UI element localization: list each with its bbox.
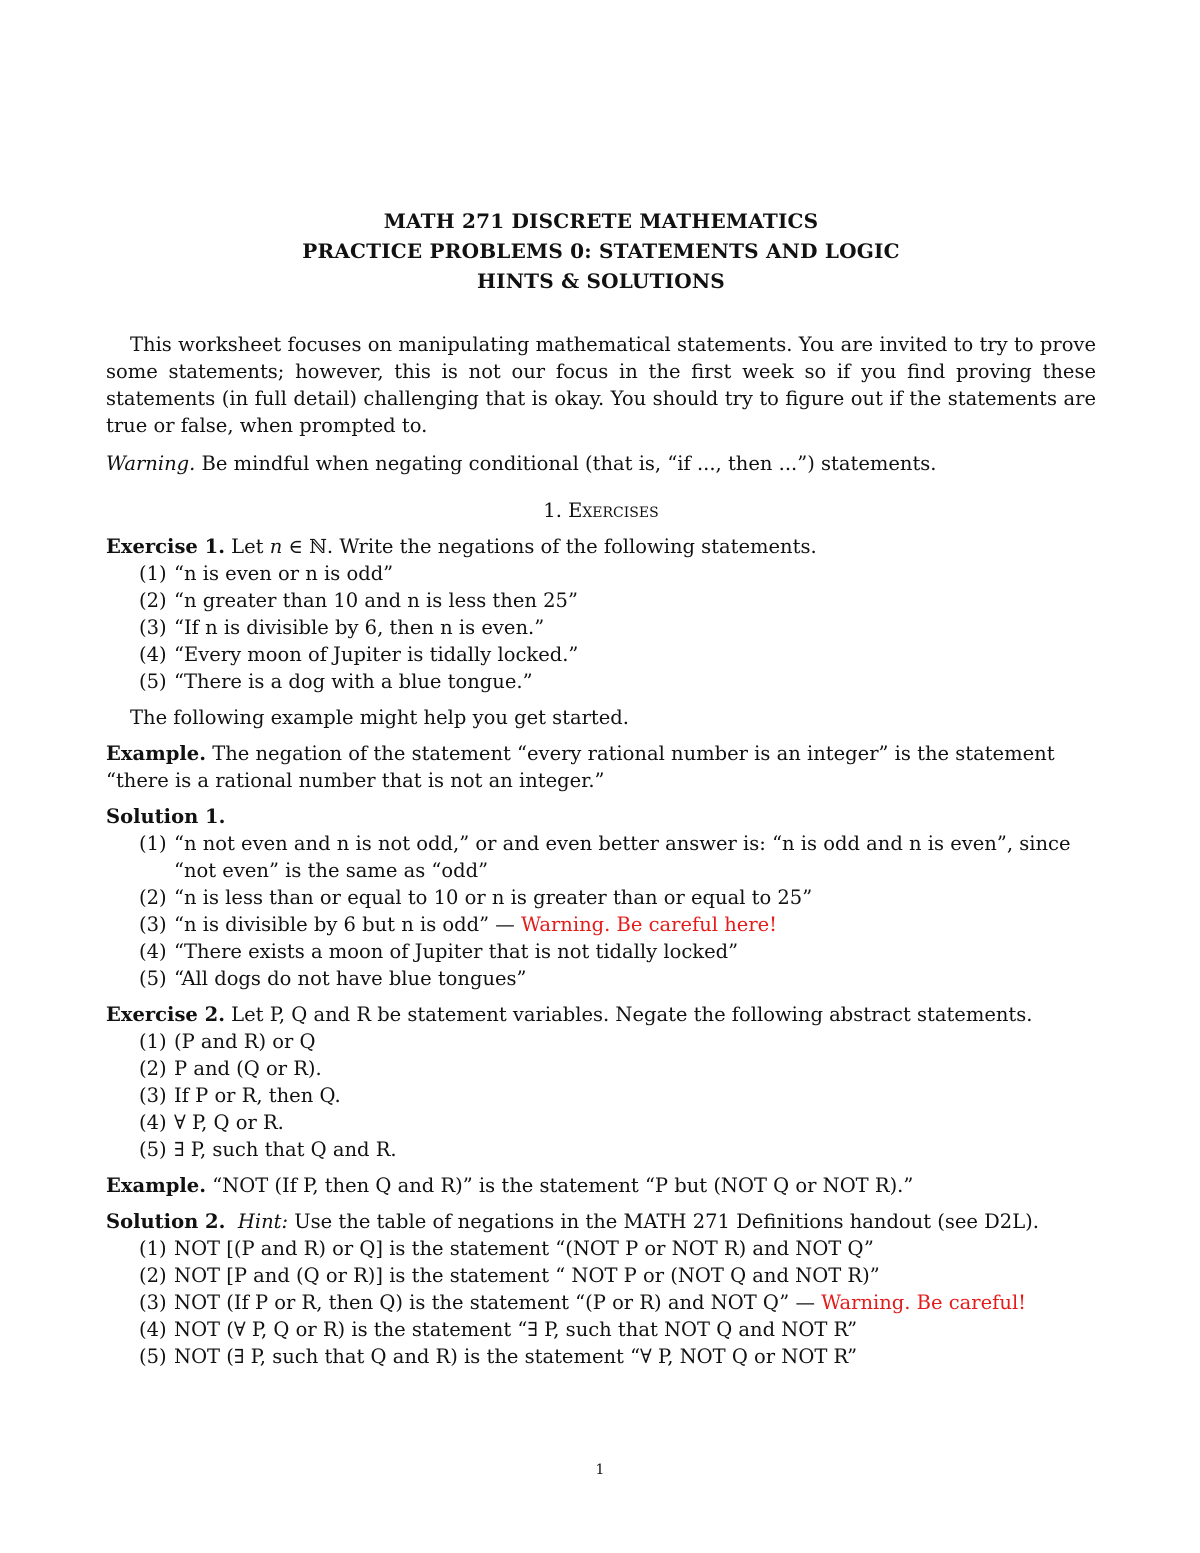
item-number: (3) xyxy=(139,1084,167,1107)
list-item xyxy=(106,1235,1096,1262)
exercise-1-list xyxy=(106,560,1096,695)
exercise-1-statement xyxy=(106,533,1096,560)
solution-1-label: Solution 1. xyxy=(106,805,226,828)
list-item xyxy=(106,830,1096,884)
solution-2 xyxy=(106,1208,1096,1370)
item-number: (2) xyxy=(139,886,167,909)
list-item xyxy=(106,1136,1096,1163)
list-item xyxy=(106,1028,1096,1055)
list-item xyxy=(106,884,1096,911)
list-item xyxy=(106,1289,1096,1316)
list-item xyxy=(106,911,1096,938)
warning-text: Be mindful when negating conditional (that is, “if ..., then ...”) statements. xyxy=(195,452,937,475)
warning-paragraph xyxy=(106,450,1096,477)
item-text: ∃ P, such that Q and R. xyxy=(174,1138,397,1161)
section-title: Exercises xyxy=(568,499,659,522)
solution-1-list xyxy=(106,830,1096,992)
exercise-1 xyxy=(106,533,1096,695)
page-content xyxy=(106,206,1096,1370)
warning-label: Warning. xyxy=(106,452,196,475)
list-item xyxy=(106,1343,1096,1370)
item-text: “n is less than or equal to 10 or n is greater than or equal to 25” xyxy=(174,886,813,909)
item-text: P and (Q or R). xyxy=(174,1057,322,1080)
item-number: (1) xyxy=(139,1237,167,1260)
document-title xyxy=(106,206,1096,296)
item-text: “There exists a moon of Jupiter that is not tidally locked” xyxy=(174,940,739,963)
item-text: “n is even or n is odd” xyxy=(174,562,394,585)
item-number: (1) xyxy=(139,562,167,585)
exercise-2-text: Let P, Q and R be statement variables. Negate the following abstract statements. xyxy=(224,1003,1033,1026)
list-item xyxy=(106,1262,1096,1289)
list-item xyxy=(106,1109,1096,1136)
item-text: NOT [P and (Q or R)] is the statement “ NOT P or (NOT Q and NOT R)” xyxy=(174,1264,880,1287)
list-item xyxy=(106,668,1096,695)
item-number: (3) xyxy=(139,616,167,639)
item-text: “Every moon of Jupiter is tidally locked.” xyxy=(174,643,579,666)
section-number: 1. xyxy=(543,499,562,522)
exercise-2-label: Exercise 2. xyxy=(106,1003,225,1026)
item-text: “n is divisible by 6 but n is odd” — xyxy=(174,913,521,936)
exercise-1-label: Exercise 1. xyxy=(106,535,225,558)
exercise-1-set: ∈ ℕ. xyxy=(282,535,334,558)
example-1 xyxy=(106,740,1096,794)
title-line-2: PRACTICE PROBLEMS 0: STATEMENTS AND LOGIC xyxy=(302,239,900,263)
example-2 xyxy=(106,1172,1096,1199)
example-1-label: Example. xyxy=(106,742,206,765)
list-item xyxy=(106,560,1096,587)
item-number: (2) xyxy=(139,1057,167,1080)
follow-paragraph: The following example might help you get started. xyxy=(130,706,629,729)
list-item xyxy=(106,641,1096,668)
solution-2-label: Solution 2. xyxy=(106,1210,226,1233)
exercise-2 xyxy=(106,1001,1096,1163)
item-number: (1) xyxy=(139,1030,167,1053)
list-item xyxy=(106,1082,1096,1109)
item-number: (3) xyxy=(139,1291,167,1314)
item-text: “n not even and n is not odd,” or and even better answer is: “n is odd and n is even”, since “not even” is the same as “odd” xyxy=(174,832,1071,882)
item-number: (5) xyxy=(139,670,167,693)
list-item xyxy=(106,965,1096,992)
page-number: 1 xyxy=(595,1462,605,1478)
item-number: (2) xyxy=(139,1264,167,1287)
intro-paragraph: This worksheet focuses on manipulating mathematical statements. You are invited to try to prove some statements; however, this is not our focus in the first week so if you find proving these statements (in full detail) challenging that is okay. You should try to figure out if the statements are true or false, when prompted to. xyxy=(106,333,1096,437)
item-number: (4) xyxy=(139,643,167,666)
item-text: (P and R) or Q xyxy=(174,1030,316,1053)
item-number: (1) xyxy=(139,832,167,855)
solution-1 xyxy=(106,803,1096,992)
item-number: (5) xyxy=(139,1345,167,1368)
item-text: “n greater than 10 and n is less then 25” xyxy=(174,589,578,612)
item-number: (4) xyxy=(139,940,167,963)
list-item xyxy=(106,614,1096,641)
item-text: NOT (∀ P, Q or R) is the statement “∃ P, such that NOT Q and NOT R” xyxy=(174,1318,858,1341)
item-text: “There is a dog with a blue tongue.” xyxy=(174,670,533,693)
list-item xyxy=(106,938,1096,965)
solution-2-list xyxy=(106,1235,1096,1370)
solution-2-hint-text: Use the table of negations in the MATH 271 Definitions handout (see D2L). xyxy=(288,1210,1039,1233)
solution-2-statement xyxy=(106,1208,1096,1235)
item-number: (2) xyxy=(139,589,167,612)
item-text: NOT [(P and R) or Q] is the statement “(NOT P or NOT R) and NOT Q” xyxy=(174,1237,874,1260)
item-number: (5) xyxy=(139,967,167,990)
exercise-1-text-post: Write the negations of the following statements. xyxy=(333,535,817,558)
title-line-3: HINTS & SOLUTIONS xyxy=(477,269,725,293)
exercise-2-statement xyxy=(106,1001,1096,1028)
item-text: NOT (∃ P, such that Q and R) is the statement “∀ P, NOT Q or NOT R” xyxy=(174,1345,858,1368)
item-text: “If n is divisible by 6, then n is even.” xyxy=(174,616,545,639)
item-number: (3) xyxy=(139,913,167,936)
list-item xyxy=(106,587,1096,614)
solution-2-hint-label: Hint: xyxy=(237,1210,289,1233)
item-text: ∀ P, Q or R. xyxy=(174,1111,284,1134)
section-heading xyxy=(106,497,1096,524)
list-item xyxy=(106,1316,1096,1343)
item-warning: Warning. Be careful here! xyxy=(521,913,778,936)
example-2-text: “NOT (If P, then Q and R)” is the statement “P but (NOT Q or NOT R).” xyxy=(206,1174,914,1197)
item-text: NOT (If P or R, then Q) is the statement “(P or R) and NOT Q” — xyxy=(174,1291,822,1314)
exercise-1-variable: n xyxy=(269,535,283,558)
exercise-2-list xyxy=(106,1028,1096,1163)
item-warning: Warning. Be careful! xyxy=(821,1291,1027,1314)
example-2-label: Example. xyxy=(106,1174,206,1197)
item-number: (5) xyxy=(139,1138,167,1161)
title-line-1: MATH 271 DISCRETE MATHEMATICS xyxy=(383,209,819,233)
item-text: If P or R, then Q. xyxy=(174,1084,341,1107)
item-number: (4) xyxy=(139,1318,167,1341)
list-item xyxy=(106,1055,1096,1082)
exercise-1-text-pre: Let xyxy=(224,535,270,558)
item-number: (4) xyxy=(139,1111,167,1134)
example-1-text: The negation of the statement “every rational number is an integer” is the statement “there is a rational number that is not an integer.” xyxy=(106,742,1055,792)
item-text: “All dogs do not have blue tongues” xyxy=(174,967,527,990)
